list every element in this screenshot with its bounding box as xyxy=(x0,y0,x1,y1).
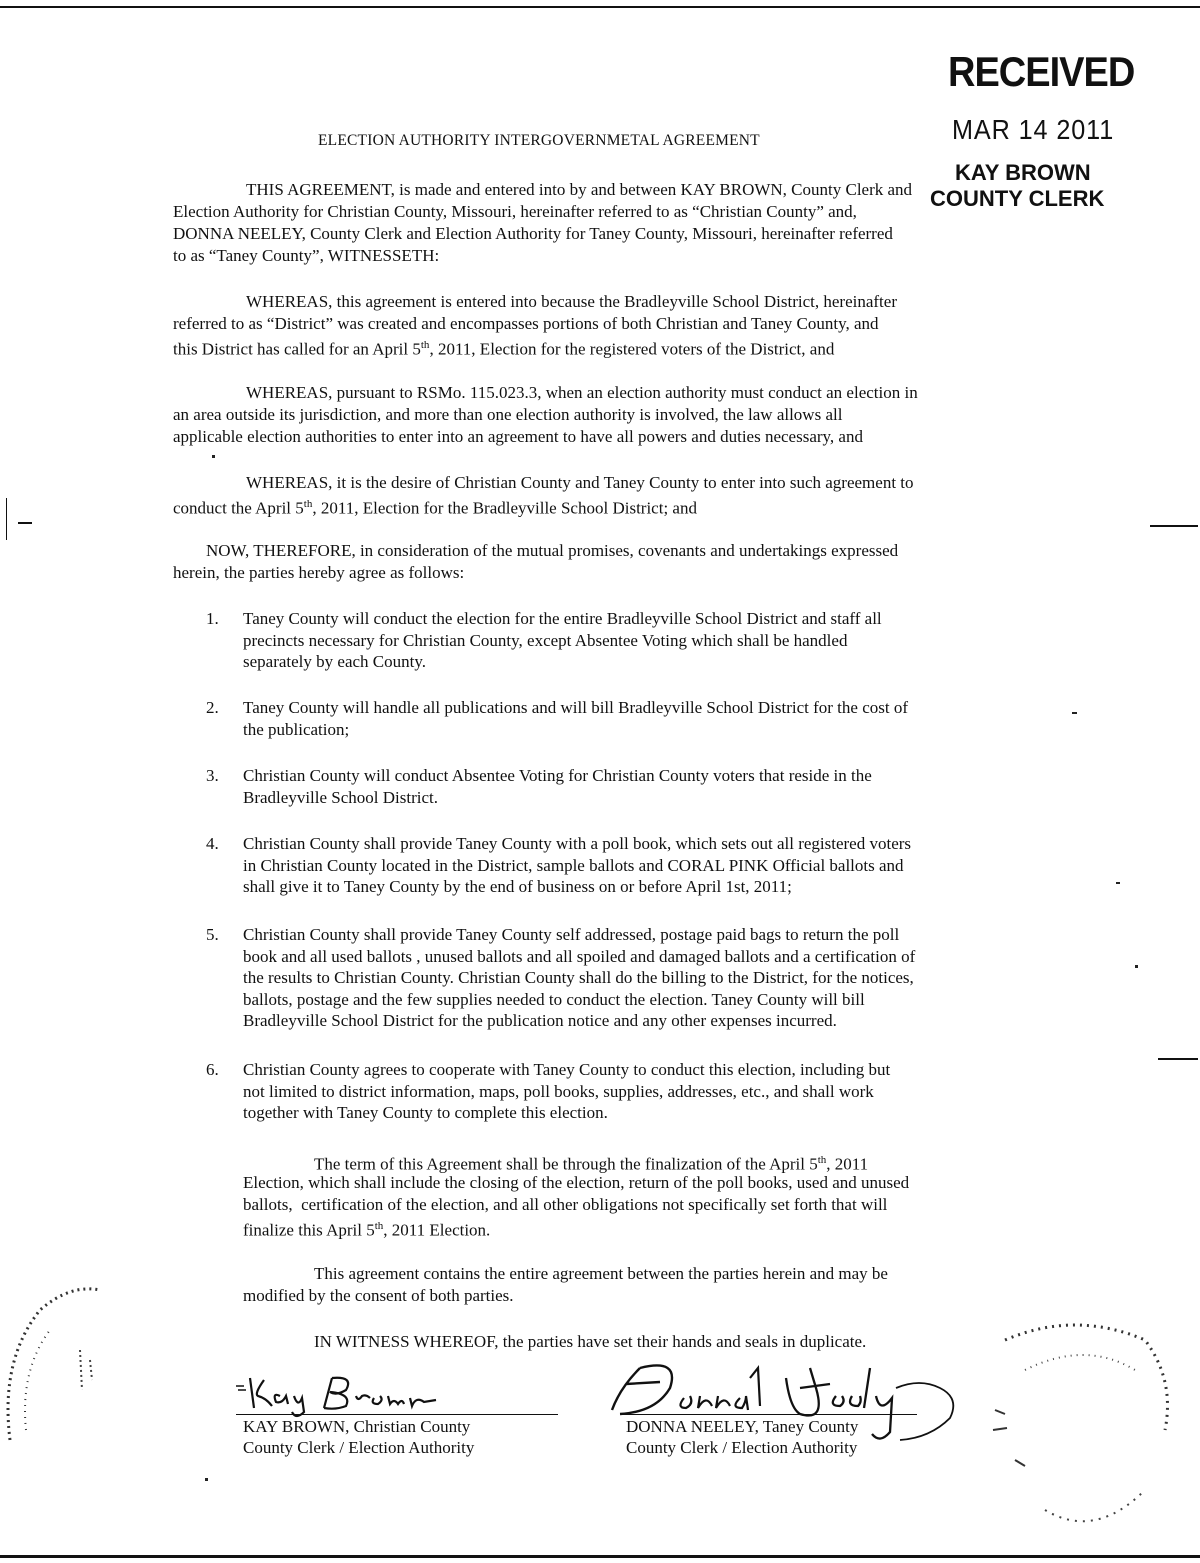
item-line: the publication; xyxy=(243,719,350,739)
whereas1-line-3: this District has called for an April 5th, 2011, Election for the registered voters of the District, and xyxy=(173,339,835,359)
item-line: Bradleyville School District. xyxy=(243,787,438,807)
item-line: the results to Christian County. Christian County shall do the billing to the District, for the notices, xyxy=(243,968,914,987)
witness-clause: IN WITNESS WHEREOF, the parties have set their hands and seals in duplicate. xyxy=(314,1332,867,1351)
term-line-4: finalize this April 5th, 2011 Election. xyxy=(243,1220,491,1240)
whereas3-line-2: conduct the April 5th, 2011, Election for the Bradleyville School District; and xyxy=(173,498,697,518)
term-line-1: The term of this Agreement shall be through the finalization of the April 5th, 2011 xyxy=(314,1154,869,1174)
left-seal-impression xyxy=(0,1280,130,1460)
item-line: Christian County shall provide Taney County with a poll book, which sets out all registered voters xyxy=(243,834,912,853)
document-title: ELECTION AUTHORITY INTERGOVERNMETAL AGREEMENT xyxy=(318,132,760,149)
whereas2-line-3: applicable election authorities to enter into an agreement to have all powers and duties necessary, and xyxy=(173,427,863,446)
entire-agreement-line-2: modified by the consent of both parties. xyxy=(243,1286,514,1305)
whereas1-line-1: WHEREAS, this agreement is entered into because the Bradleyville School District, hereinafter xyxy=(246,292,897,311)
item-line: shall give it to Taney County by the end of business on or before April 1st, 2011; xyxy=(243,877,792,896)
received-stamp-label: RECEIVED xyxy=(948,49,1135,97)
right-signatory-name: DONNA NEELEY, Taney County xyxy=(626,1417,859,1436)
scan-speck xyxy=(205,1478,208,1481)
entire-agreement-line-1: This agreement contains the entire agreement between the parties herein and may be xyxy=(314,1264,888,1283)
item-line: together with Taney County to complete this election. xyxy=(243,1103,608,1122)
item-line: ballots, postage and the few supplies needed to conduct the election. Taney County will bill xyxy=(243,989,865,1009)
intro-line-4: to as “Taney County”, WITNESSETH: xyxy=(173,246,440,265)
bottom-scan-edge xyxy=(0,1555,1200,1558)
scan-speck xyxy=(1135,965,1138,968)
item-line: Bradleyville School District for the publication notice and any other expenses incurred. xyxy=(243,1011,837,1030)
left-margin-dash xyxy=(18,522,32,524)
whereas3-line-1: WHEREAS, it is the desire of Christian County and Taney County to enter into such agreement to xyxy=(246,473,914,492)
item-number: 4. xyxy=(206,834,219,853)
item-number: 3. xyxy=(206,766,219,785)
item-line: Christian County shall provide Taney County self addressed, postage paid bags to return the poll xyxy=(243,925,900,944)
whereas2-line-2: an area outside its jurisdiction, and more than one election authority is involved, the law allows all xyxy=(173,405,843,424)
item-line: Taney County will handle all publications and will bill Bradleyville School District for the cost of xyxy=(243,698,908,717)
item-number: 6. xyxy=(206,1060,219,1079)
kay-brown-signature xyxy=(232,1368,472,1418)
intro-line-1: THIS AGREEMENT, is made and entered into by and between KAY BROWN, County Clerk and xyxy=(246,180,913,199)
item-number: 2. xyxy=(206,698,219,717)
item-line: precincts necessary for Christian County, except Absentee Voting which shall be handled xyxy=(243,630,848,650)
right-margin-dash xyxy=(1150,525,1198,527)
left-signatory-name: KAY BROWN, Christian County xyxy=(243,1417,471,1436)
received-stamp-date: MAR 14 2011 xyxy=(952,114,1115,145)
item-line: not limited to district information, maps, poll books, supplies, addresses, etc., and shall work xyxy=(243,1081,874,1101)
intro-line-2: Election Authority for Christian County, Missouri, hereinafter referred to as “Christian County” and, xyxy=(173,202,857,221)
scan-speck xyxy=(212,455,215,458)
item-line: separately by each County. xyxy=(243,652,426,671)
received-stamp-name: KAY BROWN xyxy=(955,160,1091,185)
left-margin-mark xyxy=(6,498,7,540)
term-line-3: ballots, certification of the election, and all other obligations not specifically set forth that will xyxy=(243,1195,888,1214)
term-line-2: Election, which shall include the closing of the election, return of the poll books, used and unused xyxy=(243,1173,910,1192)
left-signatory-title: County Clerk / Election Authority xyxy=(243,1438,475,1457)
whereas1-line-2: referred to as “District” was created and encompasses portions of both Christian and Taney County, and xyxy=(173,314,879,333)
item-line: book and all used ballots , unused ballots and all spoiled and damaged ballots and a certification of xyxy=(243,946,916,966)
right-signatory-title: County Clerk / Election Authority xyxy=(626,1438,858,1457)
item-line: Taney County will conduct the election for the entire Bradleyville School District and staff all xyxy=(243,609,882,628)
scan-speck xyxy=(1116,882,1120,884)
item-number: 1. xyxy=(206,609,219,628)
item-line: Christian County agrees to cooperate with Taney County to conduct this election, including but xyxy=(243,1060,891,1079)
right-seal-impression xyxy=(985,1310,1175,1550)
now-therefore-line-1: NOW, THEREFORE, in consideration of the mutual promises, covenants and undertakings expressed xyxy=(206,541,899,560)
item-number: 5. xyxy=(206,925,219,944)
item-line: Christian County will conduct Absentee Voting for Christian County voters that reside in the xyxy=(243,766,872,785)
scan-speck xyxy=(1072,712,1077,714)
whereas2-line-1: WHEREAS, pursuant to RSMo. 115.023.3, when an election authority must conduct an election in xyxy=(246,383,918,402)
top-scan-edge xyxy=(0,6,1200,8)
right-signature-line xyxy=(621,1414,917,1415)
now-therefore-line-2: herein, the parties hereby agree as follows: xyxy=(173,563,465,582)
right-margin-dash-2 xyxy=(1158,1058,1198,1060)
left-signature-line xyxy=(236,1414,558,1415)
received-stamp-office: COUNTY CLERK xyxy=(930,186,1105,211)
item-line: in Christian County located in the District, sample ballots and CORAL PINK Official ballots and xyxy=(243,855,904,875)
intro-line-3: DONNA NEELEY, County Clerk and Election Authority for Taney County, Missouri, hereinafter referred xyxy=(173,224,893,243)
